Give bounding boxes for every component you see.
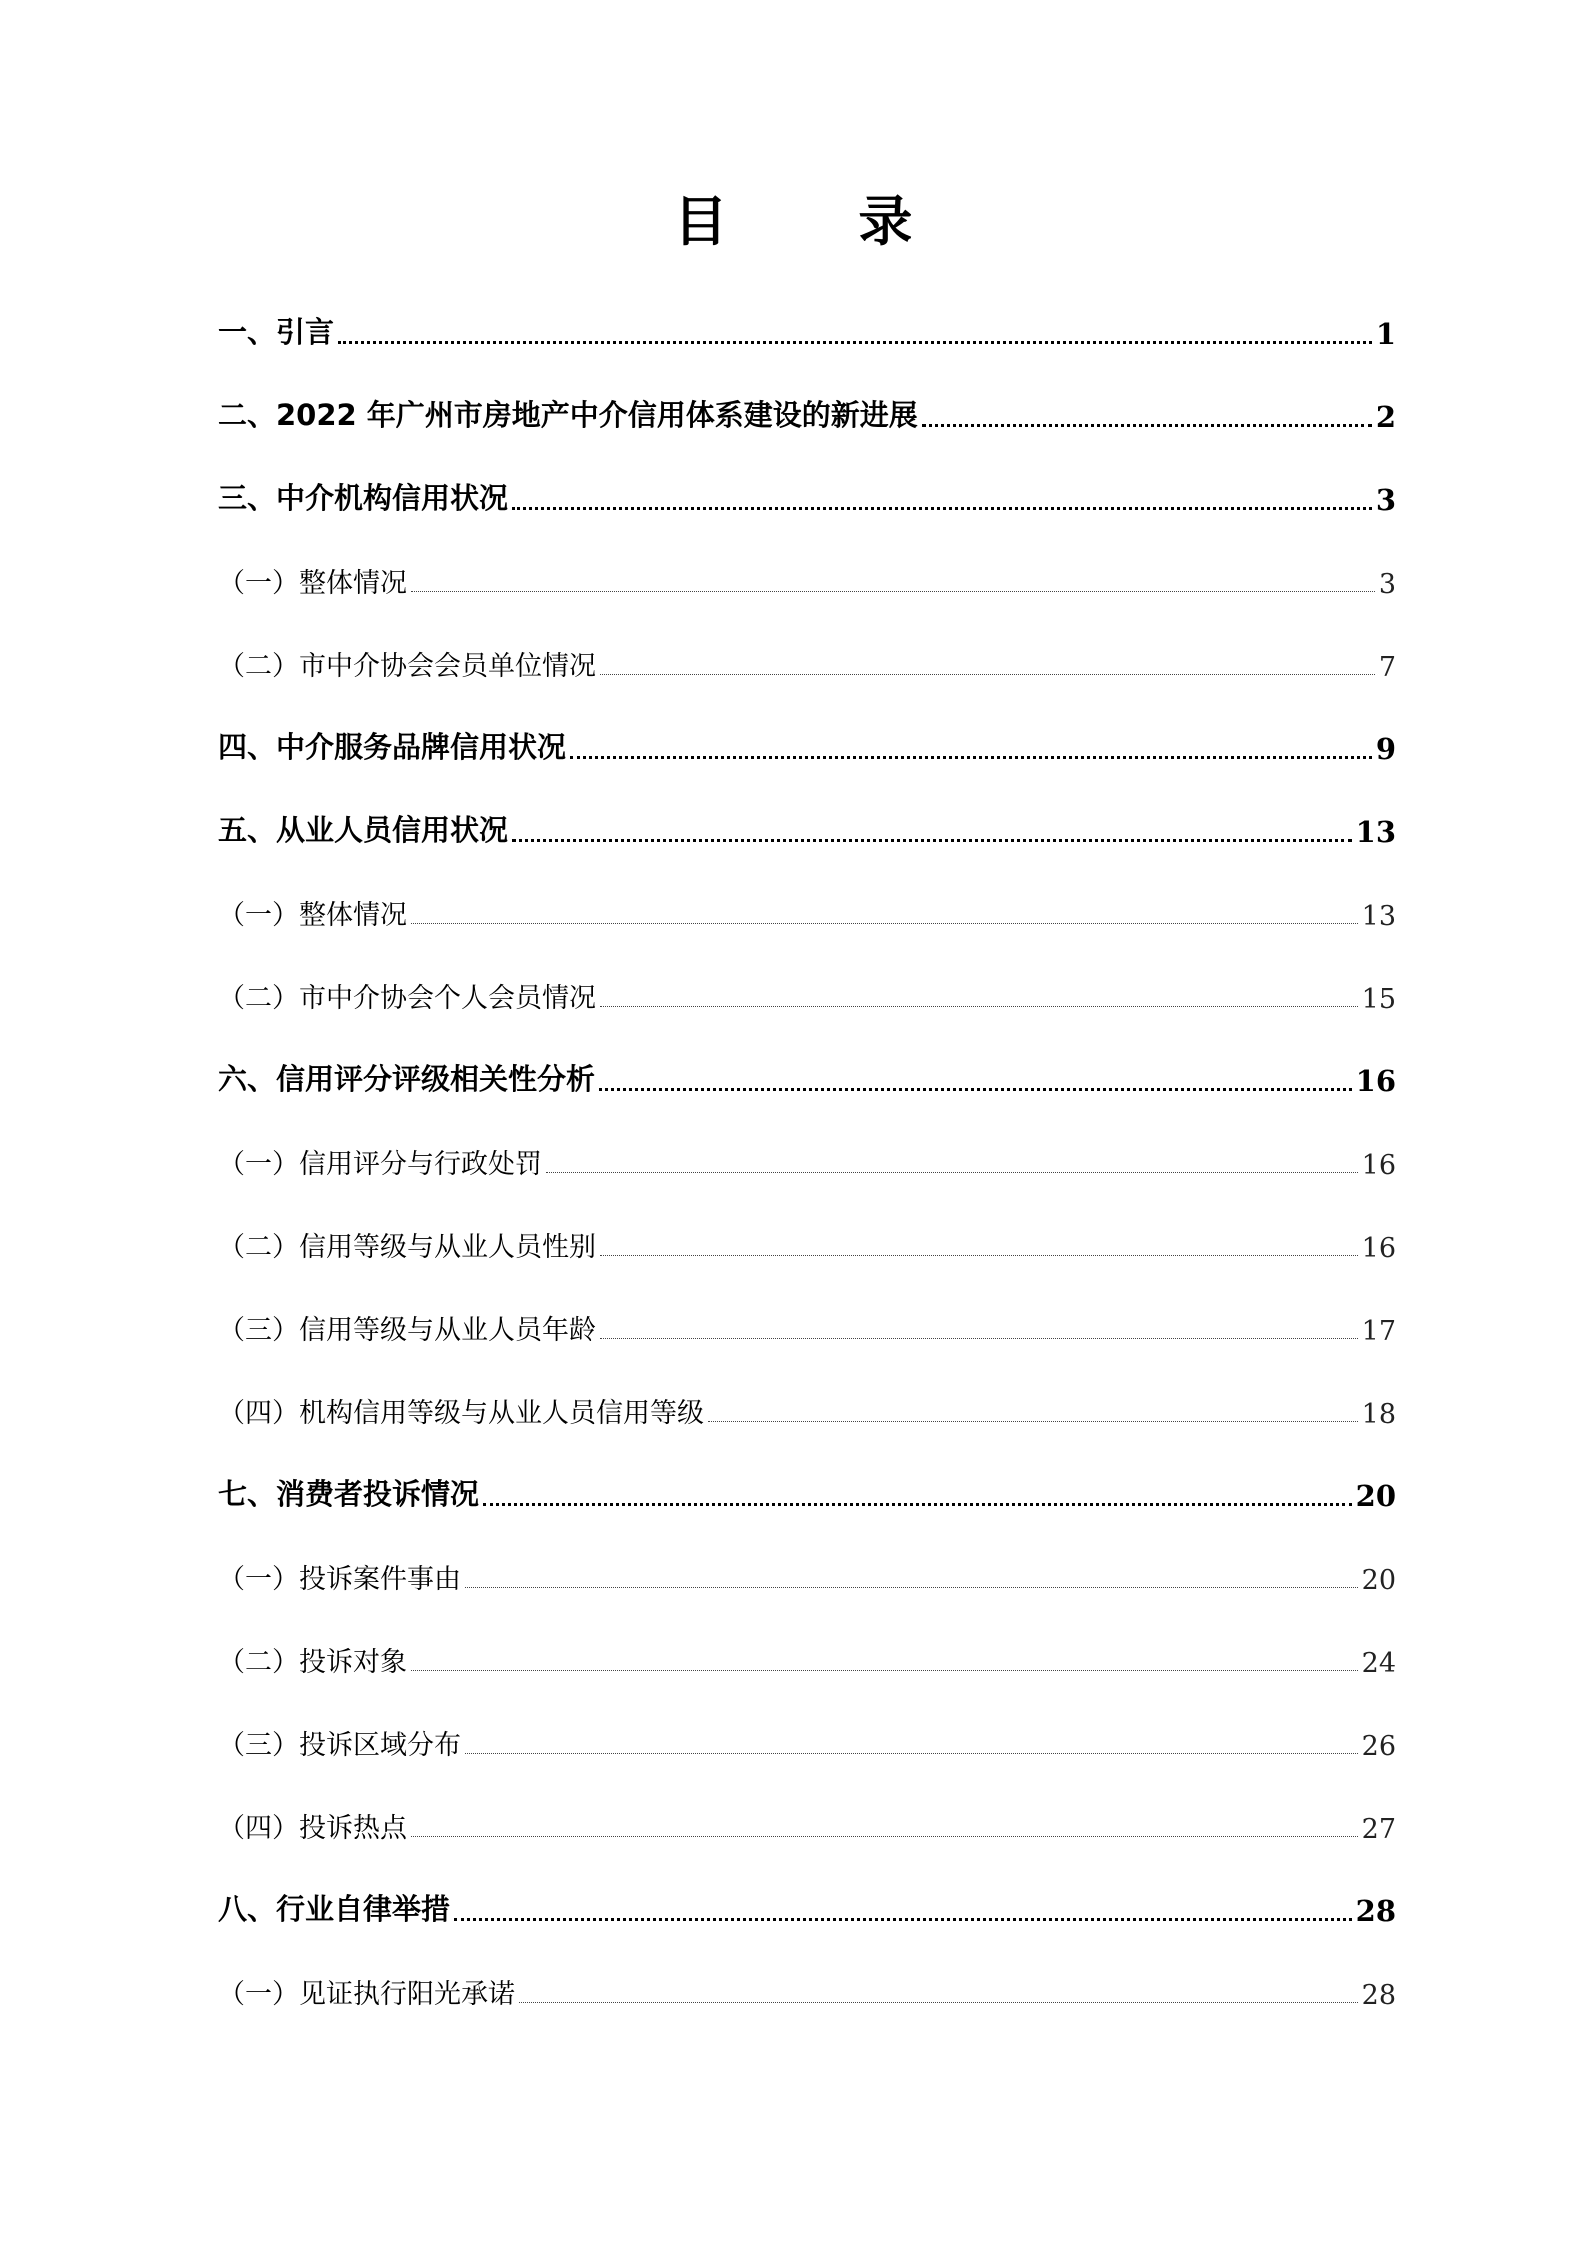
toc-entry-label: （四）投诉热点 [218, 1813, 407, 1844]
toc-page-number: 1 [1375, 317, 1396, 351]
toc-page-number: 17 [1361, 1316, 1396, 1347]
toc-dot-leader [570, 756, 1372, 759]
toc-page-number: 20 [1361, 1565, 1396, 1596]
toc-subsection-entry[interactable] [218, 871, 1396, 954]
toc-dot-leader [465, 1587, 1358, 1588]
toc-entry-label: 七、消费者投诉情况 [218, 1477, 480, 1511]
toc-entry-label: （一）见证执行阳光承诺 [218, 1979, 515, 2010]
toc-dot-leader [411, 1670, 1358, 1671]
toc-entry-label: （二）市中介协会个人会员情况 [218, 983, 596, 1014]
toc-dot-leader [338, 341, 1372, 344]
toc-page-number: 15 [1361, 984, 1396, 1015]
toc-dot-leader [600, 1006, 1358, 1007]
toc-subsection-entry[interactable] [218, 1203, 1396, 1286]
toc-entry-label: 六、信用评分评级相关性分析 [218, 1062, 596, 1096]
toc-section-entry[interactable] [218, 373, 1396, 456]
toc-subsection-entry[interactable] [218, 1618, 1396, 1701]
toc-subsection-entry[interactable] [218, 1535, 1396, 1618]
toc-dot-leader [411, 1836, 1358, 1837]
toc-dot-leader [600, 1338, 1358, 1339]
toc-page-number: 24 [1361, 1648, 1396, 1679]
toc-entry-label: （二）信用等级与从业人员性别 [218, 1232, 596, 1263]
toc-dot-leader [454, 1918, 1352, 1921]
toc-page-number: 27 [1361, 1814, 1396, 1845]
toc-page-number: 18 [1361, 1399, 1396, 1430]
toc-entry-label: （一）信用评分与行政处罚 [218, 1149, 542, 1180]
toc-page-number: 2 [1375, 400, 1396, 434]
toc-entry-label: 二、2022 年广州市房地产中介信用体系建设的新进展 [218, 398, 918, 432]
toc-entry-label: 三、中介机构信用状况 [218, 481, 509, 515]
toc-entry-label: （一）整体情况 [218, 900, 407, 931]
toc-page-number: 3 [1378, 569, 1396, 600]
toc-subsection-entry[interactable] [218, 1701, 1396, 1784]
toc-page-number: 9 [1375, 732, 1396, 766]
toc-dot-leader [519, 2002, 1358, 2003]
toc-section-entry[interactable] [218, 1867, 1396, 1950]
toc-subsection-entry[interactable] [218, 622, 1396, 705]
toc-page-number: 20 [1355, 1479, 1396, 1513]
toc-subsection-entry[interactable] [218, 539, 1396, 622]
toc-entry-label: （一）投诉案件事由 [218, 1564, 461, 1595]
toc-page-number: 13 [1355, 815, 1396, 849]
toc-dot-leader [922, 424, 1372, 427]
toc-section-entry[interactable] [218, 290, 1396, 373]
toc-dot-leader [600, 674, 1375, 675]
toc-page-number: 16 [1361, 1150, 1396, 1181]
toc-subsection-entry[interactable] [218, 1950, 1396, 2033]
toc-section-entry[interactable] [218, 1037, 1396, 1120]
toc-entry-label: （四）机构信用等级与从业人员信用等级 [218, 1398, 704, 1429]
toc-section-entry[interactable] [218, 1452, 1396, 1535]
toc-dot-leader [465, 1753, 1358, 1754]
toc-dot-leader [512, 507, 1372, 510]
toc-entry-label: 五、从业人员信用状况 [218, 813, 509, 847]
toc-dot-leader [600, 1255, 1358, 1256]
toc-page-number: 7 [1378, 652, 1396, 683]
toc-subsection-entry[interactable] [218, 1120, 1396, 1203]
toc-entry-label: （一）整体情况 [218, 568, 407, 599]
toc-page-number: 16 [1361, 1233, 1396, 1264]
toc-section-entry[interactable] [218, 788, 1396, 871]
toc-entry-label: 一、引言 [218, 315, 335, 349]
toc-entry-label: （二）投诉对象 [218, 1647, 407, 1678]
toc-page-number: 16 [1355, 1064, 1396, 1098]
toc-dot-leader [708, 1421, 1358, 1422]
toc-subsection-entry[interactable] [218, 1784, 1396, 1867]
page-title: 目 录 [673, 190, 969, 253]
toc-section-entry[interactable] [218, 456, 1396, 539]
toc-section-entry[interactable] [218, 705, 1396, 788]
toc-entry-label: （二）市中介协会会员单位情况 [218, 651, 596, 682]
toc-page-number: 3 [1375, 483, 1396, 517]
toc-dot-leader [599, 1088, 1352, 1091]
toc-entry-label: 四、中介服务品牌信用状况 [218, 730, 567, 764]
toc-page-number: 28 [1361, 1980, 1396, 2011]
toc-dot-leader [411, 591, 1375, 592]
toc-dot-leader [512, 839, 1352, 842]
toc-subsection-entry[interactable] [218, 1286, 1396, 1369]
toc-dot-leader [483, 1503, 1352, 1506]
toc-page-number: 28 [1355, 1894, 1396, 1928]
toc-subsection-entry[interactable] [218, 1369, 1396, 1452]
toc-page-number: 13 [1361, 901, 1396, 932]
toc-dot-leader [411, 923, 1358, 924]
toc-entry-label: 八、行业自律举措 [218, 1892, 451, 1926]
table-of-contents [218, 290, 1396, 2033]
toc-entry-label: （三）投诉区域分布 [218, 1730, 461, 1761]
toc-entry-label: （三）信用等级与从业人员年龄 [218, 1315, 596, 1346]
toc-subsection-entry[interactable] [218, 954, 1396, 1037]
toc-dot-leader [546, 1172, 1358, 1173]
toc-page-number: 26 [1361, 1731, 1396, 1762]
